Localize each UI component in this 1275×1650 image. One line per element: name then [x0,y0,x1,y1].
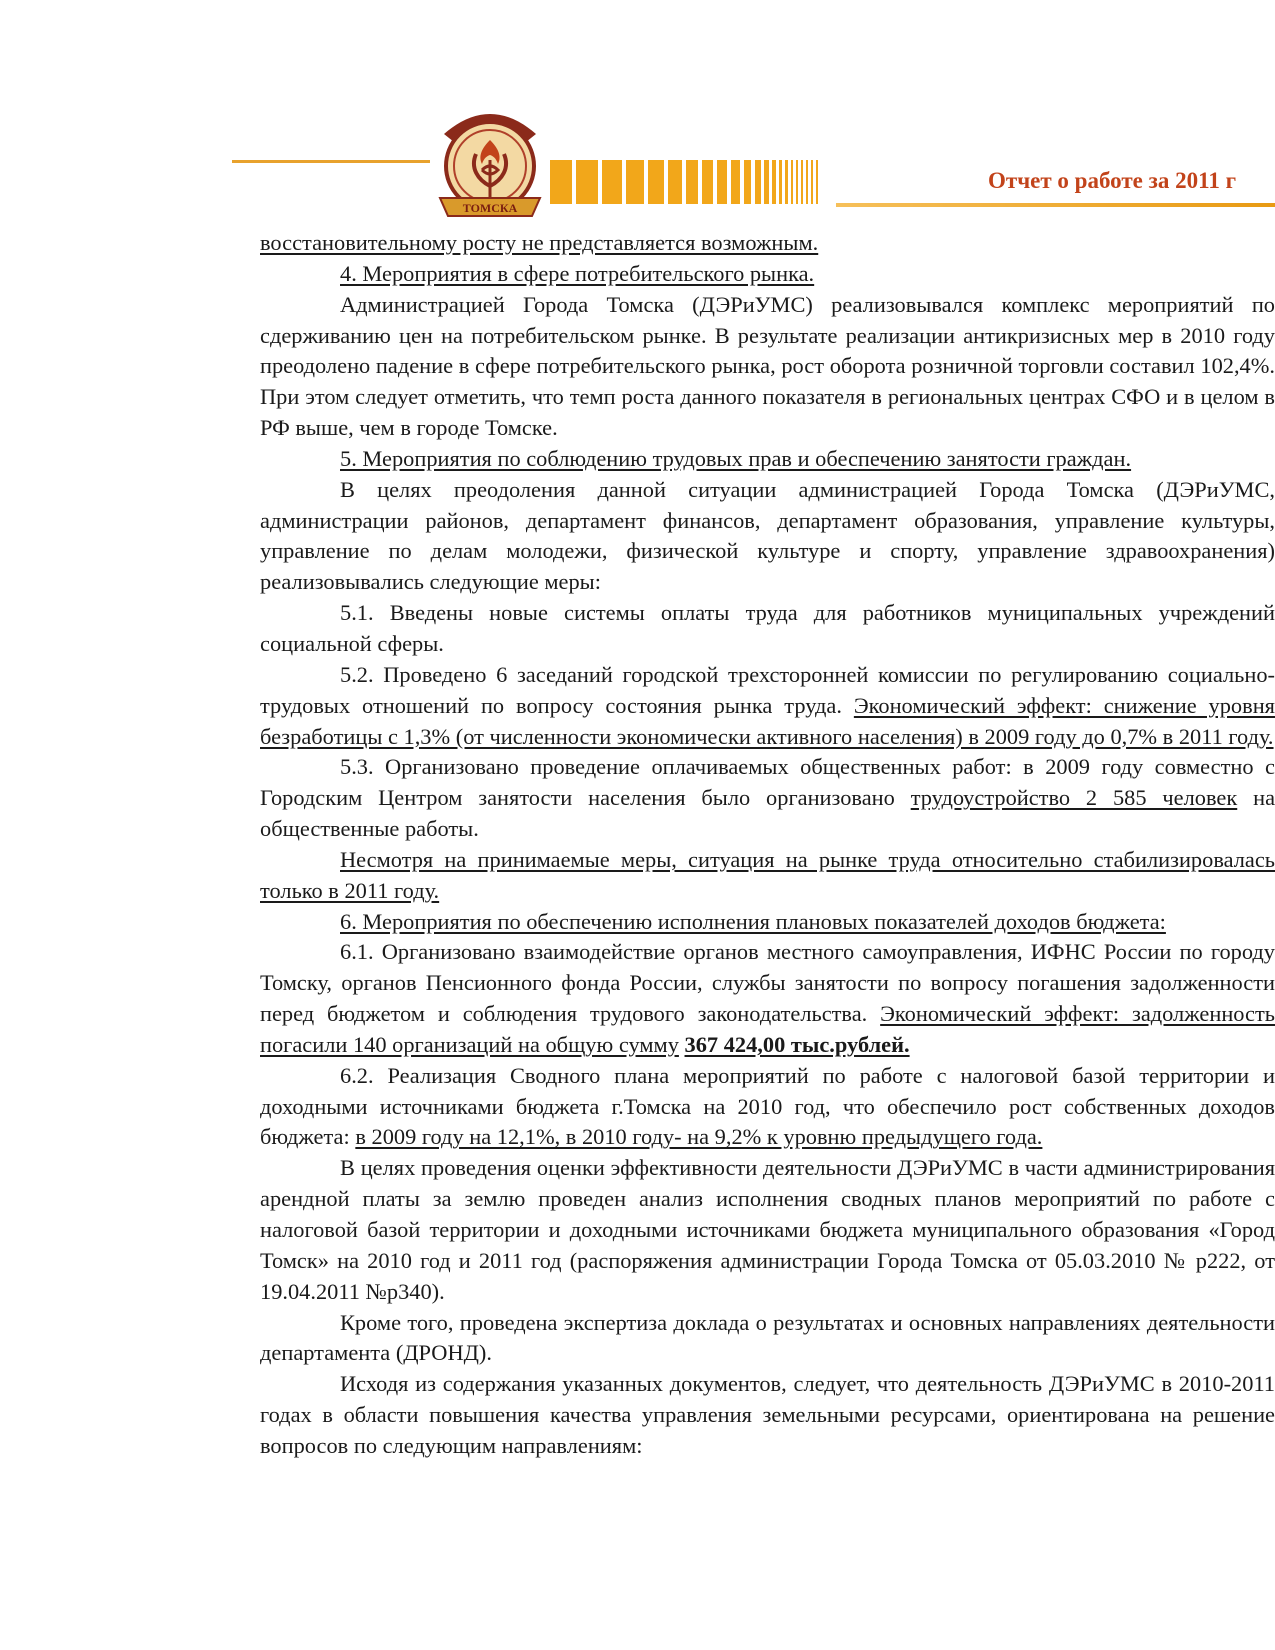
section-heading-4 [260,259,1275,290]
paragraph-efficiency-analysis: В целях проведения оценки эффективности деятельности ДЭРиУМС в части администрирования арендной платы за землю проведен анализ исполнения сводных планов мероприятий по работе с налоговой базой территории и доходными источниками бюджета муниципального образования «Город Томск» на 2010 год и 2011 год (распоряжения администрации Города Томска от 05.03.2010 № р222, от 19.04.2011 №р340). [260,1155,1275,1304]
header-rule-left [232,160,430,163]
item-5-2-effect: Экономический эффект: снижение уровня безработицы с 1,3% (от численности экономически активного населения) в 2009 году до 0,7% в 2011 году. [260,692,1275,749]
section-heading-5-text: 5. Мероприятия по соблюдению трудовых прав и обеспечению занятости граждан. [340,445,1132,471]
item-6-2-growth: в 2009 году на 12,1%, в 2010 году- на 9,2% к уровню предыдущего года. [355,1124,1043,1150]
paragraph-item-5-1: 5.1. Введены новые системы оплаты труда для работников муниципальных учреждений социальной сферы. [260,600,1275,656]
paragraph-labor-summary [260,845,1275,907]
labor-summary-text: Несмотря на принимаемые меры, ситуация на рынке труда относительно стабилизировалась только в 2011 году. [260,846,1275,903]
paragraph-item-6-2 [260,1061,1275,1154]
header-rule-right [836,203,1275,207]
tomsk-emblem-icon [430,100,550,222]
section-heading-4-text: 4. Мероприятия в сфере потребительского рынка. [340,260,815,286]
item-6-1-text: 6.1. Организовано взаимодействие органов местного самоуправления, ИФНС России по городу Томску, органов Пенсионного фонда России, службы занятости по вопросу погашения задолженности перед бюджетом и соблюдения трудового законодательства. [260,939,1275,1027]
paragraph-consumer-market: Администрацией Города Томска (ДЭРиУМС) реализовывался комплекс мероприятий по сдерживанию цен на потребительском рынке. В результате реализации антикризисных мер в 2010 году преодолено падение в сфере потребительского рынка, рост оборота розничной торговли составил 102,4%. При этом следует отметить, что темп роста данного показателя в региональных центрах СФО и в целом в РФ выше, чем в городе Томске. [260,291,1275,441]
item-5-3-employed: трудоустройство 2 585 человек [910,785,1238,811]
paragraph-continuation [260,228,1275,259]
item-5-2-text: 5.2. Проведено 6 заседаний городской трехсторонней комиссии по регулированию социально-трудовых отношений по вопросу состояния рынка труда. [260,661,1275,718]
page-header [0,0,1275,225]
paragraph-report-expertise: Кроме того, проведена экспертиза доклада о результатах и основных направлениях деятельности департамента (ДРОНД). [260,1309,1275,1366]
item-6-1-sum: 367 424,00 тыс.рублей. [684,1031,910,1057]
paragraph-land-management: Исходя из содержания указанных документов, следует, что деятельность ДЭРиУМС в 2010-2011 годах в области повышения качества управления земельными ресурсами, ориентирована на решение вопросов по следующим направлениям: [260,1371,1275,1458]
continuation-text: восстановительному росту не представляется возможным. [260,230,819,255]
document-body [260,228,1275,1650]
section-heading-5 [260,444,1275,475]
section-heading-6-text: 6. Мероприятия по обеспечению исполнения плановых показателей доходов бюджета: [340,908,1166,934]
paragraph-item-6-1 [260,937,1275,1060]
paragraph-measures-intro: В целях преодоления данной ситуации администрацией Города Томска (ДЭРиУМС, администрации районов, департамент финансов, департамент образования, управление культуры, управление по делам молодежи, физической культуре и спорту, управление здравоохранения) реализовывались следующие меры: [260,476,1275,595]
paragraph-item-5-2 [260,660,1275,753]
emblem-label: ТОМСКА [462,201,518,215]
report-title: Отчет о работе за 2011 г [988,168,1237,193]
item-6-2-text: 6.2. Реализация Сводного плана мероприятий по работе с налоговой базой территории и доходными источниками бюджета г.Томска на 2010 год, что обеспечило рост собственных доходов бюджета: [260,1062,1275,1150]
item-5-3-text: 5.3. Организовано проведение оплачиваемых общественных работ: в 2009 году совместно с Городским Центром занятости населения было организовано [260,754,1275,811]
item-6-1-effect: Экономический эффект: задолженность погасили 140 организаций на общую сумму [260,1001,1275,1057]
paragraph-item-5-3 [260,752,1275,845]
item-5-3-tail: на общественные работы. [260,785,1275,842]
section-heading-6 [260,907,1275,938]
